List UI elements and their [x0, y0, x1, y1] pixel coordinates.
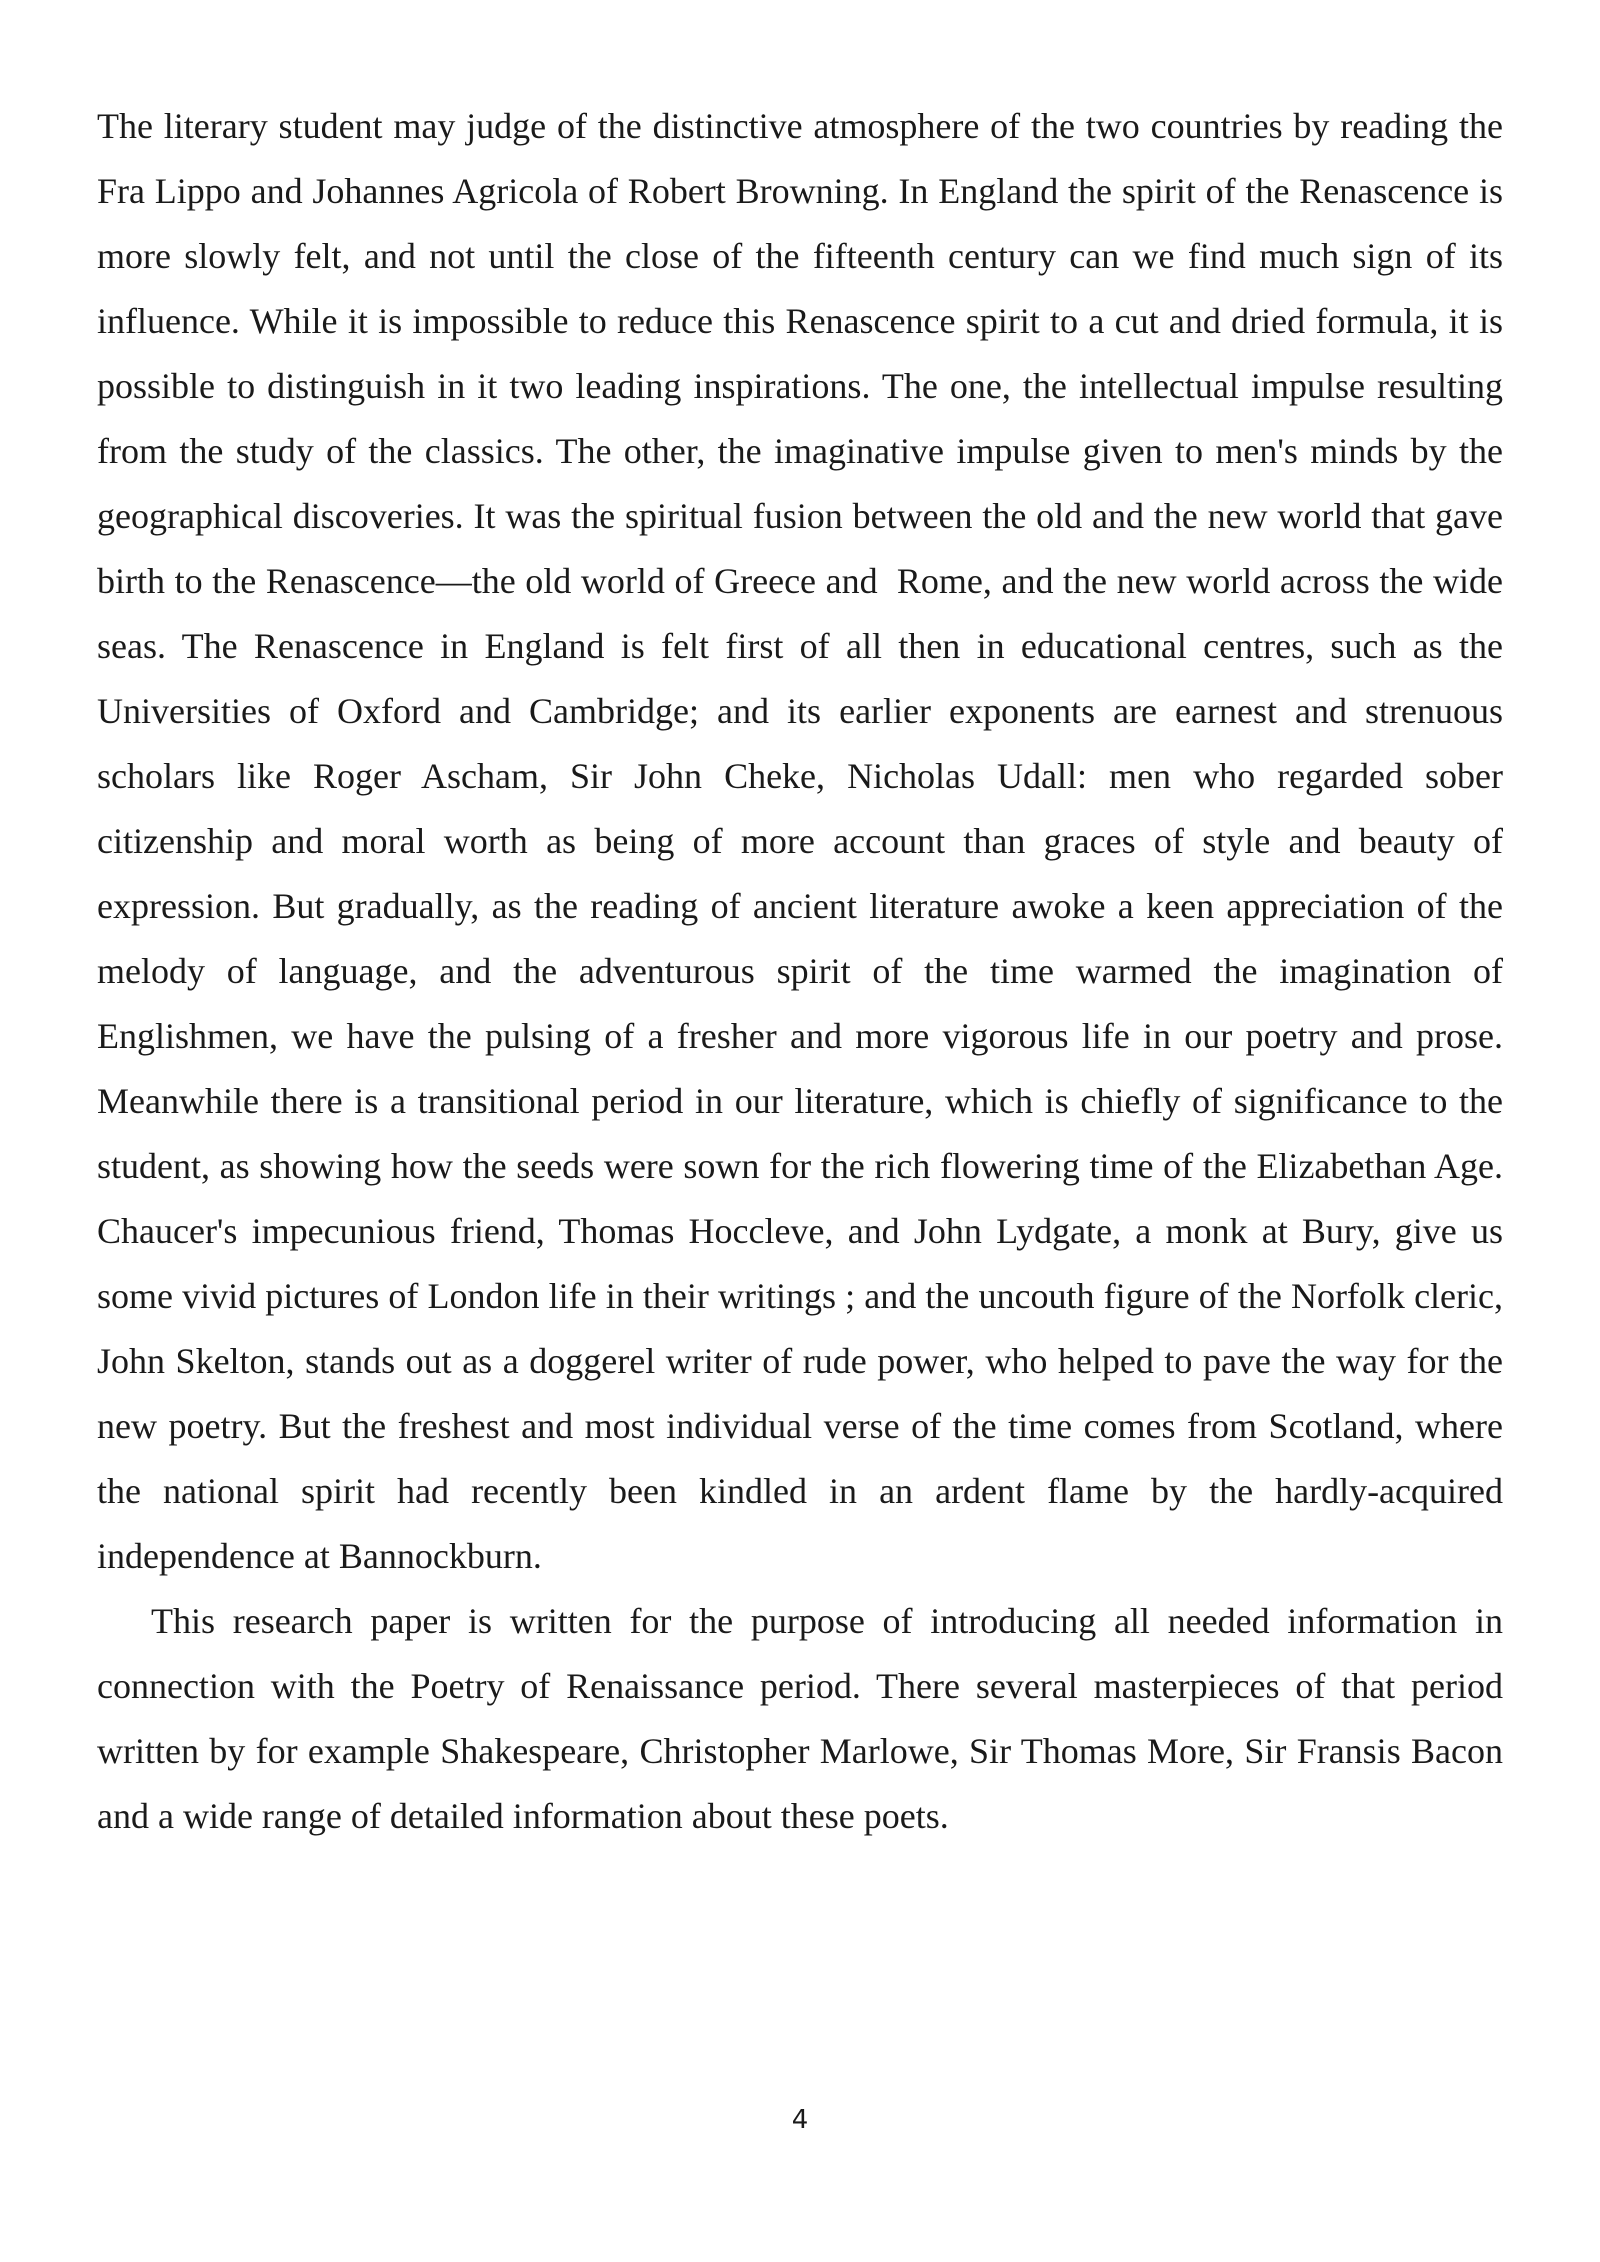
page-number: 4 [791, 2105, 809, 2135]
document-page [97, 94, 1503, 1849]
body-paragraph: The literary student may judge of the distinctive atmosphere of the two countries by reading the Fra Lippo and Johannes Agricola of Robert Browning. In England the spirit of the Renascence is more slowly felt, and not until the close of the fifteenth century can we find much sign of its influence. While it is impossible to reduce this Renascence spirit to a cut and dried formula, it is possible to distinguish in it two leading inspirations. The one, the intellectual impulse resulting from the study of the classics. The other, the imaginative impulse given to men's minds by the geographical discoveries. It was the spiritual fusion between the old and the new world that gave birth to the Renascence—the old world of Greece and Rome, and the new world across the wide seas. The Renascence in England is felt first of all then in educational centres, such as the Universities of Oxford and Cambridge; and its earlier exponents are earnest and strenuous scholars like Roger Ascham, Sir John Cheke, Nicholas Udall: men who regarded sober citizenship and moral worth as being of more account than graces of style and beauty of expression. But gradually, as the reading of ancient literature awoke a keen appreciation of the melody of language, and the adventurous spirit of the time warmed the imagination of Englishmen, we have the pulsing of a fresher and more vigorous life in our poetry and prose. Meanwhile there is a transitional period in our literature, which is chiefly of significance to the student, as showing how the seeds were sown for the rich flowering time of the Elizabethan Age. Chaucer's impecunious friend, Thomas Hoccleve, and John Lydgate, a monk at Bury, give us some vivid pictures of London life in their writings ; and the uncouth figure of the Norfolk cleric, John Skelton, stands out as a doggerel writer of rude power, who helped to pave the way for the new poetry. But the freshest and most individual verse of the time comes from Scotland, where the national spirit had recently been kindled in an ardent flame by the hardly-acquired independence at Bannockburn. [97, 106, 1503, 1576]
body-paragraph: This research paper is written for the purpose of introducing all needed information in connection with the Poetry of Renaissance period. There several masterpieces of that period written by for example Shakespeare, Christopher Marlowe, Sir Thomas More, Sir Fransis Bacon and a wide range of detailed information about these poets. [97, 1601, 1503, 1836]
